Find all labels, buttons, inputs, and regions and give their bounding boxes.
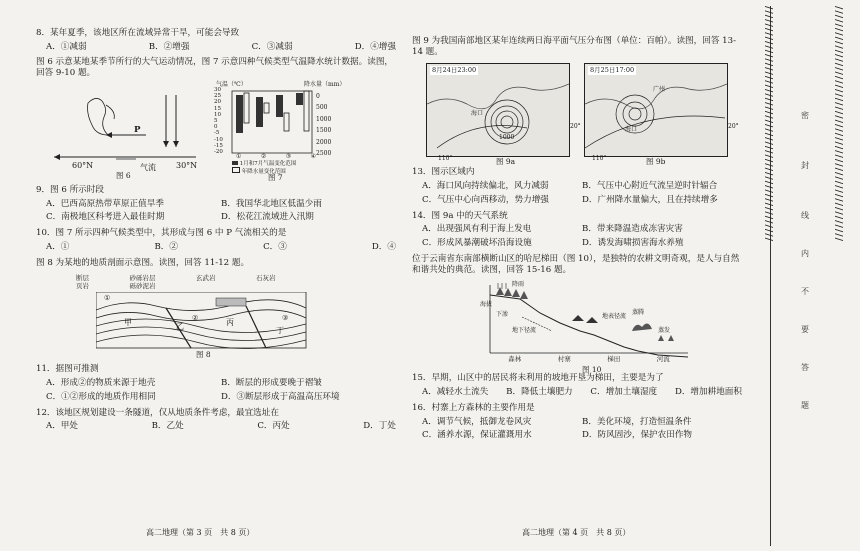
option-c: C．①②形成的地质作用相同 xyxy=(46,391,156,402)
fig8-num-3: ③ xyxy=(282,314,289,323)
fig9a-place-haikou: 海口 xyxy=(471,110,484,118)
tick: 500 xyxy=(316,104,328,112)
tick: 10 xyxy=(214,111,221,118)
tick: 1000 xyxy=(316,115,332,123)
fig8-label-jia: 甲 xyxy=(124,318,132,328)
fig8-legend xyxy=(76,274,306,290)
fig10-note-surface-runoff: 地表径流 xyxy=(602,313,627,321)
intro-11-12: 图 8 为某地的地质剖面示意图。读图，回答 11-12 题。 xyxy=(36,257,250,268)
legend-item: 1月和7月气温变化范围 xyxy=(239,160,297,167)
fig10-zone-labels xyxy=(490,355,688,363)
question-10 xyxy=(36,228,396,252)
tick: -5 xyxy=(214,130,220,137)
fig8-num-1: ① xyxy=(104,294,111,303)
fig6-caption: 图 6 xyxy=(116,170,131,180)
option-c: C．丙处 xyxy=(257,421,290,432)
binding-margin xyxy=(757,0,860,551)
fig8-label-ding: 丁 xyxy=(276,326,284,336)
legend-item: 断层 xyxy=(76,274,89,283)
fig9b-lon: 110° xyxy=(592,155,607,163)
question-stem: 10．图 7 所示四种气候类型中，其形成与图 6 中 P 气流相关的是 xyxy=(36,228,287,239)
fig6-p-label: P xyxy=(134,124,141,135)
intro-15-16: 位于云南省东南部横断山区的哈尼梯田（图 10），是独特的农耕文明奇观，是人与自然和谐共处的典范。读图，回答 15-16 题。 xyxy=(412,253,740,275)
fig9a-lon: 110° xyxy=(438,155,453,163)
zone-label: 村寨 xyxy=(557,355,571,364)
option-c: C．③减弱 xyxy=(251,41,293,52)
tick: 0 xyxy=(316,92,320,100)
fig8-label-yi: 乙 xyxy=(176,322,184,332)
tick: 5 xyxy=(214,117,218,124)
tick: 20 xyxy=(214,99,221,106)
fig8-num-2: ② xyxy=(192,314,199,323)
question-stem: 11．据图可推测 xyxy=(36,364,99,375)
option-d: D．广州降水量偏大，且在持续增多 xyxy=(582,194,718,205)
seal-char: 答 xyxy=(801,363,809,372)
figure-10 xyxy=(482,281,742,373)
cut-line: ////////////////////////////////////////////////////// xyxy=(833,6,844,242)
fig10-note-evaporation: 蒸发 xyxy=(658,327,671,335)
fig7-precip-ticks xyxy=(316,91,331,160)
page-3 xyxy=(36,28,396,537)
option-c: C．增加土壤湿度 xyxy=(590,387,658,398)
question-stem: 13．图示区域内 xyxy=(412,167,475,178)
option-b: B．带来降温造成冻害灾害 xyxy=(582,224,683,235)
question-16 xyxy=(412,403,742,441)
seal-char: 线 xyxy=(801,211,809,220)
fig7-temp-axis-label: 气温（℃） xyxy=(216,80,247,88)
legend-item: 砾砂泥岩 xyxy=(129,282,156,291)
question-stem: 8．某年夏季，该地区所在流域异常干旱，可能会导致 xyxy=(36,28,240,38)
option-a: A．①减弱 xyxy=(46,41,87,52)
fig10-note-altitude: 海拔 xyxy=(480,301,493,309)
fig9b-lat: 20° xyxy=(728,123,739,131)
option-c: C．③ xyxy=(263,241,287,252)
tick: 2000 xyxy=(316,138,332,146)
option-a: A．形成②的物质来源于地壳 xyxy=(46,378,156,389)
option-a: A．调节气候，抵御龙卷风灾 xyxy=(422,416,532,427)
figures-6-7 xyxy=(36,80,396,182)
fig10-caption: 图 10 xyxy=(582,365,602,375)
fig10-note-rain: 降雨 xyxy=(512,281,525,289)
fig9b-place-guangzhou: 广州 xyxy=(653,86,666,94)
seal-char: 不 xyxy=(801,287,809,296)
fig9a-isobar-label: 1000 xyxy=(499,134,515,142)
option-d: D．④增强 xyxy=(354,41,396,52)
tick: 25 xyxy=(214,93,221,100)
option-d: D．增加耕地面积 xyxy=(674,387,742,398)
question-15 xyxy=(412,373,742,397)
option-a: A．出现强风有利于海上发电 xyxy=(422,224,532,235)
option-b: B．断层的形成要晚于褶皱 xyxy=(221,378,322,389)
fig7-temp-ticks xyxy=(214,87,223,155)
intro-13-14: 图 9 为我国南部地区某年连续两日海平面气压分布图（单位：百帕）。读图，回答 13-14 题。 xyxy=(412,36,736,57)
tick: -10 xyxy=(214,136,223,143)
option-d: D．诱发海啸损害海水养殖 xyxy=(582,238,684,249)
legend-item: 年降水量变化范围 xyxy=(241,168,286,175)
option-a: A．甲处 xyxy=(46,421,78,432)
option-c: C．南极地区科考进入最佳时期 xyxy=(46,212,165,223)
seal-char: 内 xyxy=(801,249,809,258)
fig6-lat-60: 60°N xyxy=(72,160,94,170)
question-13 xyxy=(412,167,742,205)
option-a: A．海口风向持续偏北，风力减弱 xyxy=(422,181,549,192)
fig9b-map xyxy=(585,64,727,156)
fig6-lat-30: 30°N xyxy=(176,160,198,170)
legend-item: 页岩 xyxy=(76,282,89,291)
figures-9 xyxy=(412,63,742,167)
tick: 30 xyxy=(214,86,221,93)
option-b: B．②增强 xyxy=(148,41,190,52)
tick: -15 xyxy=(214,142,223,149)
page-4 xyxy=(412,36,742,537)
figure-9a xyxy=(426,63,570,157)
zone-label: 梯田 xyxy=(607,355,621,364)
option-d: D．④ xyxy=(371,241,396,252)
question-11 xyxy=(36,364,396,402)
option-d: D．防风固沙，保护农田作物 xyxy=(582,430,693,441)
page-footer: 高二地理（第 3 页 共 8 页） xyxy=(146,528,255,537)
figure-9b xyxy=(584,63,728,157)
option-b: B．美化环境，打造恒温条件 xyxy=(582,416,692,427)
intro-9-10: 图 6 示意某地某季节所行的大气运动情况，图 7 示意四种气候类型气温降水统计数据。读图，回答 9-10 题。 xyxy=(36,57,394,79)
fig6-flow-label: 气流 xyxy=(140,162,156,172)
fig7-climate-labels xyxy=(236,153,316,161)
fig9a-caption: 图 9a xyxy=(496,157,516,167)
label: ③ xyxy=(285,152,292,160)
option-a: A．巴西高原热带草原正值旱季 xyxy=(46,198,164,209)
fig9a-lat: 20° xyxy=(570,123,581,131)
fig10-note-groundwater: 地下径流 xyxy=(512,327,537,335)
fig9b-time: 8月25日17:00 xyxy=(590,66,635,75)
question-stem: 12．该地区规划建设一条隧道，仅从地质条件考虑，最宜选址在 xyxy=(36,407,279,418)
fig10-diagram xyxy=(482,281,692,363)
question-stem: 14．图 9a 中的天气系统 xyxy=(412,210,508,221)
legend-item: 石灰岩 xyxy=(256,274,276,283)
option-d: D．松花江流域进入汛期 xyxy=(221,212,314,223)
tick: 0 xyxy=(214,124,218,131)
legend-item: 砂砾岩层 xyxy=(129,274,156,283)
option-c: C．涵养水源，保证灌溉用水 xyxy=(422,430,532,441)
label: ④ xyxy=(310,152,316,160)
legend-item: 玄武岩 xyxy=(196,274,216,283)
option-b: B．乙处 xyxy=(151,421,184,432)
cut-line-left: ////////////////////////////////////////////////////// xyxy=(763,6,774,242)
fig10-note-transpiration: 蒸腾 xyxy=(632,309,645,317)
question-9 xyxy=(36,185,396,223)
question-8 xyxy=(36,28,396,52)
fig7-legend xyxy=(232,161,296,175)
fig9b-caption: 图 9b xyxy=(646,157,666,167)
option-b: B．气压中心附近气流呈逆时针辐合 xyxy=(582,181,718,192)
question-12 xyxy=(36,408,396,432)
fig7-caption: 图 7 xyxy=(268,172,283,182)
tick: -20 xyxy=(214,148,223,155)
option-c: C．形成风暴潮破坏沿海设施 xyxy=(422,238,532,249)
page-footer: 高二地理（第 4 页 共 8 页） xyxy=(522,528,631,537)
option-b: B．降低土壤肥力 xyxy=(506,387,573,398)
seal-char: 要 xyxy=(801,325,809,334)
question-stem: 9．图 6 所示时段 xyxy=(36,184,104,195)
zone-label: 河流 xyxy=(656,355,670,364)
tick: 2500 xyxy=(316,150,332,158)
zone-label: 森林 xyxy=(508,355,522,364)
option-a: A．减轻水土流失 xyxy=(422,387,489,398)
option-d: D．③断层形成于高温高压环境 xyxy=(221,391,340,402)
fig7-precip-axis-label: 降水量（mm） xyxy=(304,80,346,88)
option-b: B．我国华北地区低温少雨 xyxy=(221,198,322,209)
tick: 1500 xyxy=(316,127,332,135)
fig10-note-infiltration: 下渗 xyxy=(496,311,509,319)
label: ② xyxy=(260,152,267,160)
option-b: B．② xyxy=(154,241,178,252)
fig8-caption: 图 8 xyxy=(196,350,211,360)
fig9b-place-haikou: 海口 xyxy=(625,126,638,134)
fig9a-time: 8月24日23:00 xyxy=(432,66,477,75)
tick: 15 xyxy=(214,105,221,112)
label: ① xyxy=(236,152,242,160)
question-14 xyxy=(412,211,742,249)
option-a: A．① xyxy=(46,241,70,252)
question-stem: 15．早期，山区中的居民将未利用的坡地开垦为梯田，主要是为了 xyxy=(412,373,664,384)
seal-char: 封 xyxy=(801,161,809,170)
seal-char: 密 xyxy=(801,111,809,120)
question-stem: 16．村寨上方森林的主要作用是 xyxy=(412,402,535,413)
figure-7 xyxy=(212,80,362,182)
option-c: C．气压中心向西移动，势力增强 xyxy=(422,194,549,205)
seal-char: 题 xyxy=(801,401,809,410)
fig9a-map xyxy=(427,64,569,156)
fig8-label-bing: 丙 xyxy=(226,318,234,328)
figure-8 xyxy=(76,274,396,360)
option-d: D．丁处 xyxy=(363,421,396,432)
